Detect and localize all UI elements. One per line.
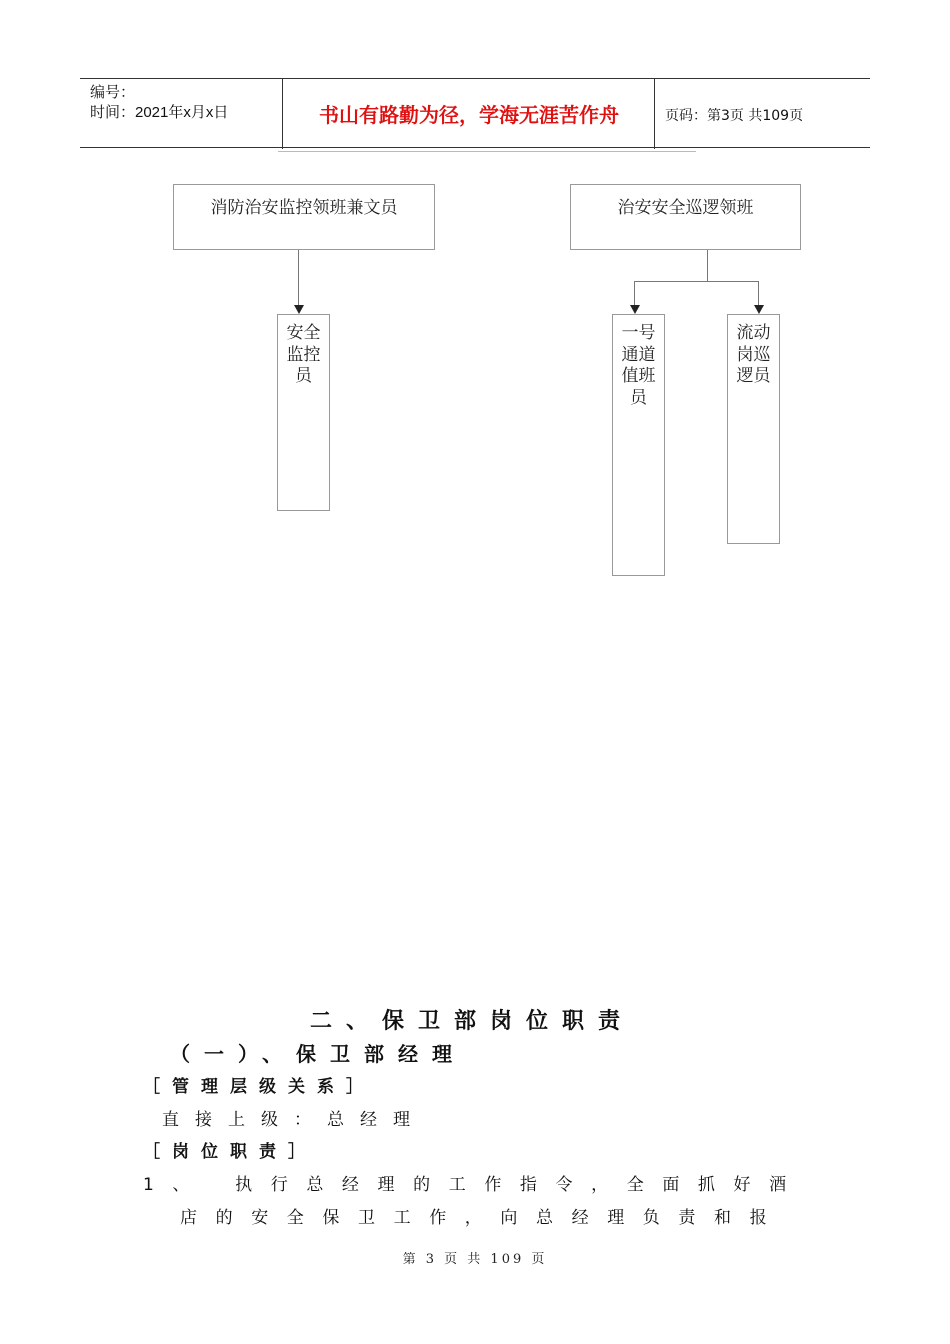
document-number-label: 编号： (90, 84, 136, 101)
page-header (80, 78, 870, 148)
direct-superior: 直接上级：总经理 (162, 1110, 426, 1130)
duty-heading: ［岗位职责］ (143, 1142, 317, 1162)
org-box-label: 治安安全巡逻领班 (617, 198, 754, 218)
org-box-patrol-supervisor (570, 184, 801, 250)
org-box-label: 一号通道值班员 (621, 323, 656, 408)
org-connector (758, 281, 759, 305)
arrow-down-icon (630, 305, 640, 314)
duty-item-line: 店的安全保卫工作，向总经理负责和报 (180, 1208, 786, 1228)
org-connector (707, 250, 708, 281)
header-underline (278, 151, 696, 152)
section-title: 二、保卫部岗位职责 (310, 1009, 635, 1034)
page-footer: 第 3 页 共 109 页 (402, 1252, 548, 1267)
org-box-fire-security-supervisor (173, 184, 435, 250)
subsection-title: （一）、保卫部经理 (170, 1042, 466, 1066)
header-motto: 书山有路勤为径，学海无涯苦作舟 (319, 103, 619, 127)
org-connector (298, 250, 299, 305)
org-box-label: 消防治安监控领班兼文员 (210, 198, 398, 218)
org-connector (634, 281, 635, 305)
org-connector (634, 281, 759, 282)
header-page-info: 页码：第3页 共109页 (665, 108, 804, 124)
header-meta (90, 83, 228, 123)
org-box-label: 流动岗巡逻员 (736, 323, 771, 386)
arrow-down-icon (754, 305, 764, 314)
org-box-mobile-patrol (727, 314, 780, 544)
duty-item-line: 1、 执行总经理的工作指令，全面抓好酒 (143, 1175, 805, 1195)
org-box-channel-duty (612, 314, 665, 576)
relation-heading: ［管理层级关系］ (143, 1077, 375, 1097)
document-date: 时间：2021年x月x日 (90, 104, 229, 121)
org-box-label: 安全监控员 (286, 323, 321, 386)
arrow-down-icon (294, 305, 304, 314)
org-box-security-monitor (277, 314, 330, 511)
